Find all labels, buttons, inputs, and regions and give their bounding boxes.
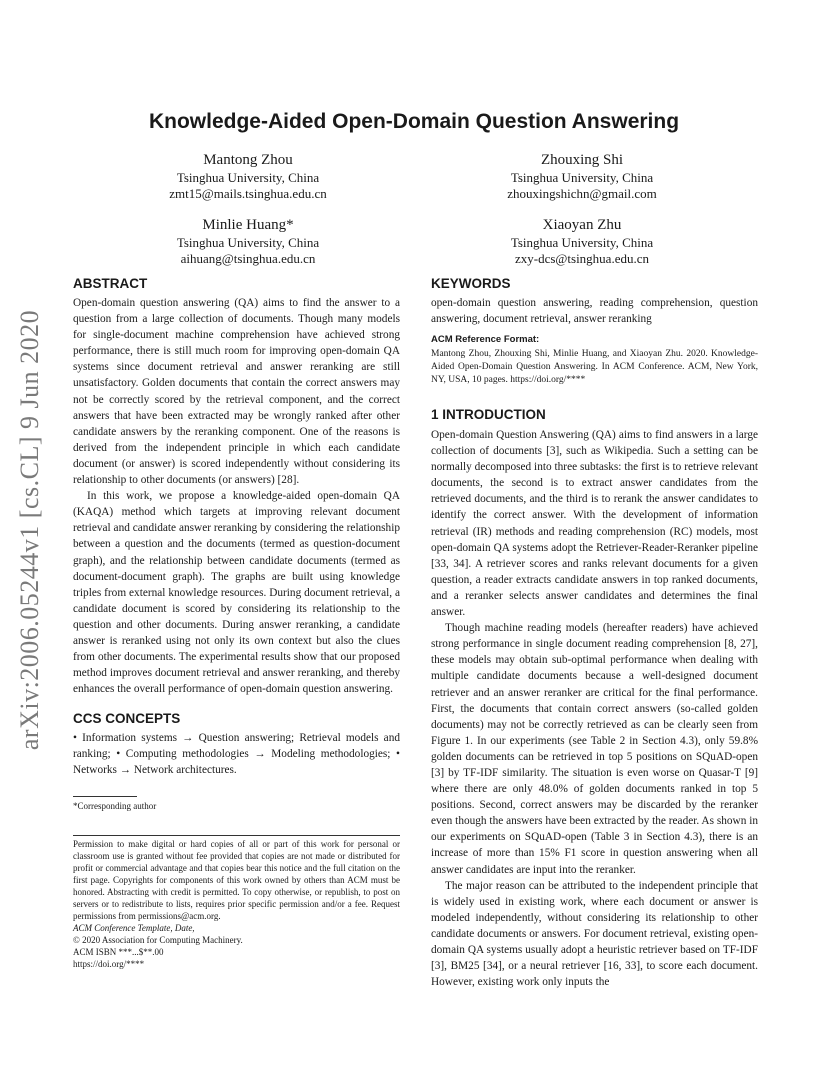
keywords-heading: KEYWORDS	[431, 276, 511, 291]
author-block	[432, 150, 732, 202]
author-block	[98, 150, 398, 202]
author-affiliation: Tsinghua University, China	[176, 235, 320, 250]
doi-line: https://doi.org/****	[73, 959, 145, 969]
intro-paragraph: The major reason can be attributed to the independent principle that is widely used in existing work, where each document or answer is modeled independently, without considering its relationship to other candidate documents or answers. For document retrieval, existing open-domain QA systems usually adopt a heuristic retriever based on TF-IDF [3], BM25 [34], or a neural retriever [16, 33], to score each document. However, existing work only inputs the	[431, 879, 758, 989]
author-block	[432, 215, 732, 267]
author-affiliation: Tsinghua University, China	[510, 235, 654, 250]
author-block	[98, 215, 398, 267]
introduction-body	[431, 427, 758, 990]
author-email: zmt15@mails.tsinghua.edu.cn	[169, 186, 327, 201]
permission-rule	[73, 835, 400, 836]
isbn-line: ACM ISBN ***...$**.00	[73, 947, 164, 957]
author-name: Zhouxing Shi	[540, 152, 624, 168]
footnote: *Corresponding author	[73, 801, 157, 811]
author-name: Minlie Huang*	[202, 217, 294, 233]
abstract-paragraph: In this work, we propose a knowledge-aided open-domain QA (KAQA) method which targets at improving relevant document retrieval and candidate answer reranking by considering the relationship between a question and the documents (termed as question-document graph), and the relationship between candidate documents (termed as document-document graph). The graphs are built using knowledge triples from external knowledge resources. During document retrieval, a candidate document is scored by considering its relationship to the question and other documents. During answer reranking, a candidate answer is reranked using not only its own context but also the clues from other documents. The experimental results show that our proposed method improves document retrieval and answer reranking, and thereby enhances the overall performance of open-domain question answering.	[73, 490, 400, 696]
acm-reference-heading: ACM Reference Format:	[431, 334, 540, 345]
intro-paragraph: Open-domain Question Answering (QA) aims to find answers in a large collection of documents [3], such as Wikipedia. Such a setting can be normally decomposed into three subtasks: the first is to retrieve relevant documents, the second is to extract answer candidates from the retrieved documents, and the third is to rerank the answer candidates to identify the correct answer. With the development of information retrieval (IR) methods and reading comprehension (RC) models, most open-domain QA systems adopt the Retriever-Reader-Reranker pipeline [33, 34]. A retriever scores and ranks relevant documents for a given question, a reader extracts candidate answers in top ranked documents, and a reranker selects answer candidates and determines the final answer.	[431, 429, 758, 619]
abstract-body	[73, 295, 400, 697]
intro-paragraph: Though machine reading models (hereafter readers) have achieved strong performance in single document reading comprehension [8, 27], these models may obtain sub-optimal performance when dealing with multiple candidate documents because a well-designed document retriever and an answer reranker are critical for the final performance. First, the documents that contain correct answers (so-called golden documents) may not be correctly retrieved as can be clearly seen from Figure 1. In our experiments (see Table 2 in Section 4.3), only 59.8% golden documents can be retrieved in top 5 positions on SQuAD-open [3] by TF-IDF similarity. The situation is even worse on Quasar-T [9] where there are only 48.0% of golden documents ranked in top 5 positions. Second, correct answers may be discarded by the reranker even though the answers have been extracted by the reader. As shown in our experiments on SQuAD-open (Table 3 in Section 4.3), there is an increase of more than 15% F1 score in question answering when all answer candidates are input into the reranker.	[431, 622, 758, 876]
keywords-text: open-domain question answering, reading comprehension, question answering, document retrieval, answer reranking	[431, 297, 758, 326]
permission-block	[73, 838, 400, 970]
author-email: zxy-dcs@tsinghua.edu.cn	[515, 251, 649, 266]
permission-notice: Permission to make digital or hard copies of all or part of this work for personal or classroom use is granted without fee provided that copies are not made or distributed for profit or commercial advantage and that copies bear this notice and the full citation on the first page. Copyrights for components of this work owned by others than ACM must be honored. Abstracting with credit is permitted. To copy otherwise, or republish, to post on servers or to redistribute to lists, requires prior specific permission and/or a fee. Request permissions from permissions@acm.org.	[73, 839, 400, 921]
footnote-rule	[73, 796, 137, 797]
copyright-line: © 2020 Association for Computing Machinery.	[73, 935, 243, 945]
abstract-heading: ABSTRACT	[73, 276, 148, 291]
conference-template: ACM Conference Template, Date,	[73, 923, 195, 933]
author-affiliation: Tsinghua University, China	[176, 170, 320, 185]
author-name: Mantong Zhou	[203, 152, 293, 168]
ccs-concepts: • Information systems → Question answering; Retrieval models and ranking; • Computing methodologies → Modeling methodologies; • Networks → Network architectures.	[73, 732, 400, 777]
arxiv-sidebar-stamp: arXiv:2006.05244v1 [cs.CL] 9 Jun 2020	[15, 309, 44, 751]
author-name: Xiaoyan Zhu	[542, 217, 622, 233]
abstract-paragraph: Open-domain question answering (QA) aims to find the answer to a question from a large collection of documents. Though many models for single-document machine comprehension have achieved strong performance, there is still much room for improving open-domain QA systems since document retrieval and answer reranking are still unsatisfactory. Golden documents that contain the correct answers may not be correctly scored by the retrieval component, and the correct answers that have been extracted may be wrongly ranked after other candidate answers by the reranking component. One of the reasons is derived from the independent principle in which each candidate document (or answer) is scored independently without considering its relationship to other documents (or answers) [28].	[73, 297, 400, 487]
paper-title: Knowledge-Aided Open-Domain Question Answering	[148, 110, 680, 133]
introduction-heading: 1 INTRODUCTION	[431, 407, 546, 422]
author-affiliation: Tsinghua University, China	[510, 170, 654, 185]
author-email: aihuang@tsinghua.edu.cn	[180, 251, 316, 266]
acm-reference-text: Mantong Zhou, Zhouxing Shi, Minlie Huang, and Xiaoyan Zhu. 2020. Knowledge-Aided Open-Domain Question Answering. In ACM Conference. ACM, New York, NY, USA, 10 pages. https://doi.org/****	[431, 349, 758, 385]
author-email: zhouxingshichn@gmail.com	[507, 186, 657, 201]
ccs-heading: CCS CONCEPTS	[73, 711, 181, 726]
